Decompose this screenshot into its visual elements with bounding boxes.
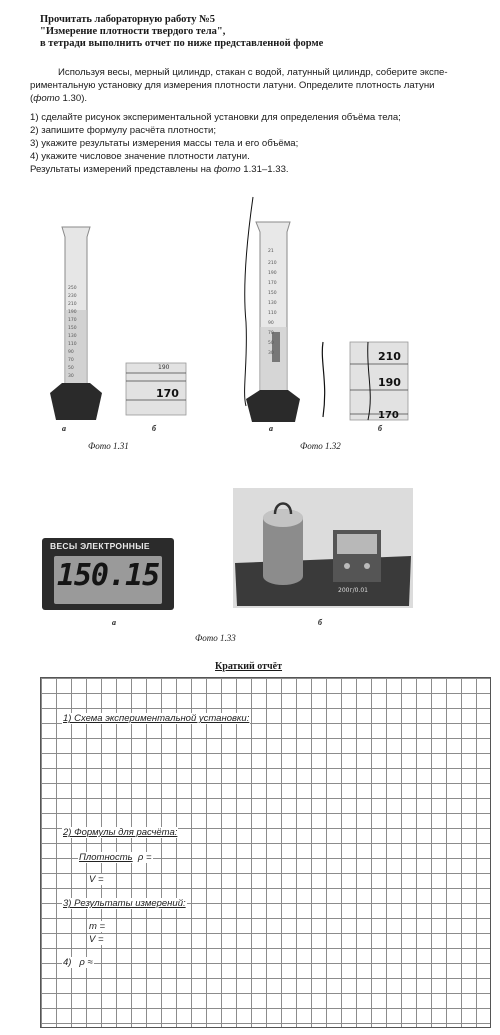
intro-line-2: риментальную установку для измерения плотности латуни. Определите плотность латуни [30, 80, 435, 91]
photo-1-33-label-b: б [318, 618, 322, 627]
density-row [78, 852, 153, 863]
beaker-label-170: 170 [156, 387, 179, 400]
intro-line-3: (фото 1.30). [30, 93, 88, 104]
scale-capacity-label: 200г/0.01 [338, 587, 368, 594]
digital-scale-icon [235, 556, 411, 606]
rho-formula: ρ = [137, 852, 152, 863]
mass-result: m = [89, 921, 106, 932]
volume-formula: V = [89, 874, 104, 885]
cyl-scale-10: 50 [68, 366, 74, 371]
cyl-scale-8: 90 [68, 350, 74, 355]
cyl-scale-0: 250 [68, 286, 77, 291]
photo-1-31 [40, 215, 210, 425]
report-section-2: 2) Формулы для расчёта: [63, 827, 178, 838]
report-section-3: 3) Результаты измерений: [63, 898, 186, 909]
cyl2-scale-2: 190 [268, 271, 277, 276]
scale-display-title: ВЕСЫ ЭЛЕКТРОННЫЕ [50, 541, 150, 551]
photo-1-31-caption: Фото 1.31 [88, 441, 129, 451]
header-line-1: Прочитать лабораторную работу №5 [40, 14, 215, 25]
beaker-closeup-2-icon [350, 342, 408, 421]
report-section-1: 1) Схема экспериментальной установки: [63, 713, 250, 724]
cyl2-scale-3: 170 [268, 281, 277, 286]
cyl-scale-2: 210 [68, 302, 77, 307]
beaker2-label-210: 210 [378, 350, 401, 363]
report-section-4 [62, 957, 94, 968]
task-2: 2) запишите формулу расчёта плотности; [30, 125, 216, 136]
report-title: Краткий отчёт [215, 661, 283, 672]
cyl-scale-5: 150 [68, 326, 77, 331]
photo-1-31-label-a: а [62, 424, 66, 433]
task-3: 3) укажите результаты измерения массы тела и его объёма; [30, 138, 299, 149]
photo-1-33-label-a: а [112, 618, 116, 627]
photo-1-32 [228, 192, 418, 424]
beaker-label-190: 190 [158, 364, 170, 371]
cyl-scale-3: 190 [68, 310, 77, 315]
lcd-screen [54, 556, 162, 604]
cyl2-scale-7: 90 [268, 321, 274, 326]
cyl-scale-1: 230 [68, 294, 77, 299]
volume-result: V = [89, 934, 104, 945]
photo-1-32-caption: Фото 1.32 [300, 441, 341, 451]
photo-1-33-caption: Фото 1.33 [195, 633, 236, 643]
header-line-3: в тетради выполнить отчет по ниже представленной форме [40, 38, 324, 49]
photo-1-31-label-b: б [152, 424, 156, 433]
cyl2-scale-1: 210 [268, 261, 277, 266]
cyl2-scale-8: 70 [268, 331, 274, 336]
cyl-scale-4: 170 [68, 318, 77, 323]
cyl-scale-7: 110 [68, 342, 77, 347]
cyl2-scale-9: 50 [268, 341, 274, 346]
density-label: Плотность [79, 852, 133, 863]
cyl2-scale-10: 30 [268, 351, 274, 356]
scale-display-value: 150.15 [56, 558, 160, 593]
beaker2-label-170: 170 [378, 410, 399, 421]
photo-1-32-label-a: а [269, 424, 273, 433]
task-1: 1) сделайте рисунок экспериментальной установки для определения объёма тела; [30, 112, 401, 123]
task-4: 4) укажите числовое значение плотности латуни. [30, 151, 250, 162]
cyl2-scale-5: 130 [268, 301, 277, 306]
results-line: Результаты измерений представлены на фото 1.31–1.33. [30, 164, 289, 175]
header-line-2: "Измерение плотности твердого тела", [40, 26, 226, 37]
cyl-scale-9: 70 [68, 358, 74, 363]
brass-cylinder-icon [263, 504, 303, 586]
photo-1-32-label-b: б [378, 424, 382, 433]
beaker-closeup-icon [126, 363, 186, 415]
density-approx: ρ ≈ [79, 957, 93, 968]
cyl-scale-11: 30 [68, 374, 74, 379]
cyl2-scale-6: 110 [268, 311, 277, 316]
cyl2-scale-0: 21 [268, 249, 274, 254]
beaker2-label-190: 190 [378, 376, 401, 389]
cyl-scale-6: 130 [68, 334, 77, 339]
section-4-number: 4) [63, 957, 72, 968]
intro-line-1: Используя весы, мерный цилиндр, стакан с водой, латунный цилиндр, соберите экспе- [58, 67, 448, 78]
photo-1-33-b [233, 488, 413, 608]
cyl2-scale-4: 150 [268, 291, 277, 296]
photo-1-33-a [42, 538, 174, 610]
